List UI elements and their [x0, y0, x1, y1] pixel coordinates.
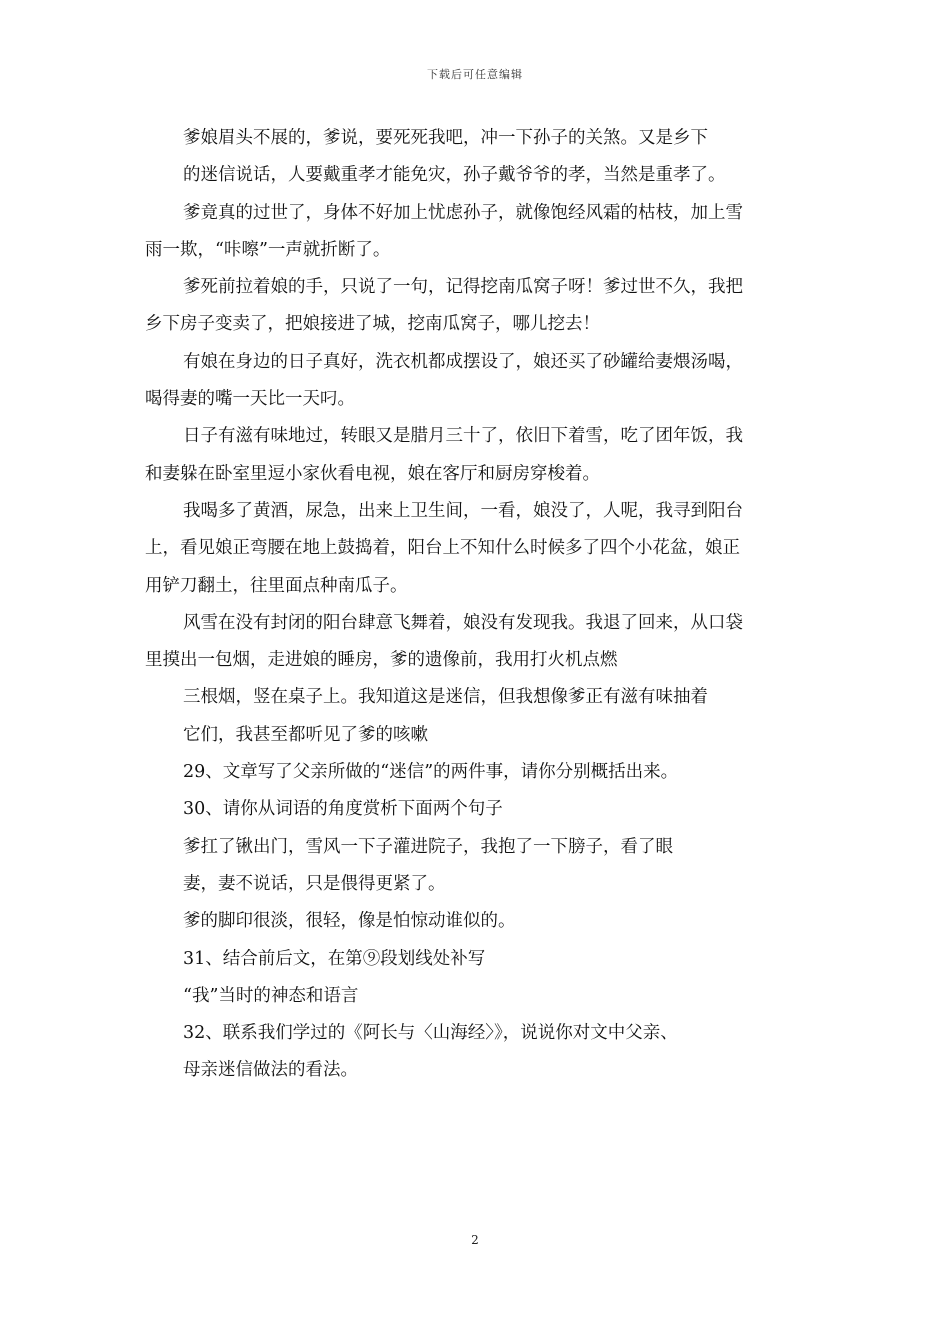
text-line: 32、联系我们学过的《阿长与〈山海经〉》，说说你对文中父亲、 [183, 1023, 678, 1044]
text-line: 我喝多了黄酒，尿急，出来上卫生间，一看，娘没了，人呢，我寻到阳台 [183, 500, 743, 521]
text-line: 爹的脚印很淡，很轻，像是怕惊动谁似的。 [183, 911, 516, 932]
text-line: 三根烟，竖在桌子上。我知道这是迷信，但我想像爹正有滋有味抽着 [183, 687, 708, 708]
text-line: 爹扛了锹出门，雪风一下子灌进院子，我抱了一下膀子，看了眼 [183, 836, 673, 857]
text-line: 妻，妻不说话，只是偎得更紧了。 [183, 873, 446, 894]
document-body [145, 120, 810, 1090]
page-number: 2 [471, 1233, 479, 1247]
text-line: 30、请你从词语的角度赏析下面两个句子 [183, 799, 503, 820]
text-line: 和妻躲在卧室里逗小家伙看电视，娘在客厅和厨房穿梭着。 [145, 463, 600, 484]
text-line: 母亲迷信做法的看法。 [183, 1060, 358, 1081]
page-header: 下载后可任意编辑 [427, 68, 523, 81]
text-line: 雨一欺，“咔嚓”一声就折断了。 [145, 239, 391, 260]
text-line: 风雪在没有封闭的阳台肆意飞舞着，娘没有发现我。我退了回来，从口袋 [183, 612, 743, 633]
text-line: 里摸出一包烟，走进娘的睡房，爹的遗像前，我用打火机点燃 [145, 650, 618, 671]
text-line: 的迷信说话，人要戴重孝才能免灾，孙子戴爷爷的孝，当然是重孝了。 [183, 165, 726, 186]
text-line: 用铲刀翻土，往里面点种南瓜子。 [145, 575, 408, 596]
text-line: 喝得妻的嘴一天比一天叼。 [145, 389, 355, 410]
text-line: 乡下房子变卖了，把娘接进了城，挖南瓜窝子，哪儿挖去！ [145, 314, 600, 335]
text-line: 爹娘眉头不展的，爹说，要死死我吧，冲一下孙子的关煞。又是乡下 [183, 128, 708, 148]
text-line: “我”当时的神态和语言 [183, 985, 359, 1006]
text-line: 爹竟真的过世了，身体不好加上忧虑孙子，就像饱经风霜的枯枝，加上雪 [183, 202, 743, 223]
text-line: 有娘在身边的日子真好，洗衣机都成摆设了，娘还买了砂罐给妻煨汤喝， [183, 351, 743, 372]
text-line: 29、文章写了父亲所做的“迷信”的两件事，请你分别概括出来。 [183, 762, 679, 783]
text-line: 它们，我甚至都听见了爹的咳嗽 [183, 724, 428, 745]
text-line: 日子有滋有味地过，转眼又是腊月三十了，依旧下着雪，吃了团年饭，我 [183, 426, 743, 447]
text-line: 上，看见娘正弯腰在地上鼓捣着，阳台上不知什么时候多了四个小花盆，娘正 [145, 538, 740, 559]
text-line: 31、结合前后文，在第⑨段划线处补写 [183, 948, 486, 969]
text-line: 爹死前拉着娘的手，只说了一句，记得挖南瓜窝子呀！爹过世不久，我把 [183, 277, 743, 298]
